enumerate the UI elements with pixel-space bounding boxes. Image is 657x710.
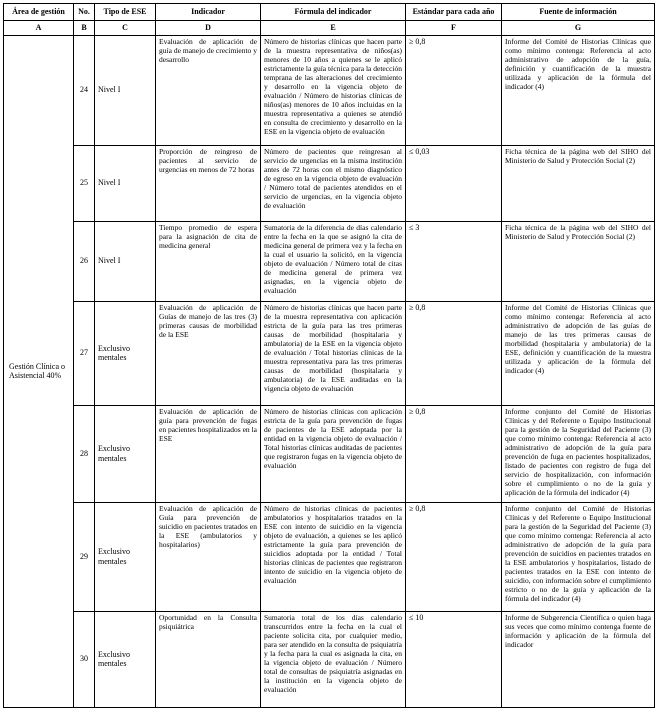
col-header-formula: Fórmula del indicador — [261, 4, 406, 21]
indicador-cell: Proporción de reingreso de pacientes al servicio de urgencias en menos de 72 horas — [156, 145, 261, 221]
estandar-cell: ≤ 0,03 — [406, 145, 502, 221]
col-header-area-de-gestion: Área de gestión — [4, 4, 74, 21]
table-row-28 — [4, 405, 655, 502]
header-row — [4, 4, 655, 21]
table-row-25 — [4, 145, 655, 221]
indicador-cell: Oportunidad en la Consulta psiquiátrica — [156, 611, 261, 707]
tipo-ese-cell: Nivel I — [95, 145, 156, 221]
col-header-fuente: Fuente de información — [502, 4, 655, 21]
estandar-cell: ≥ 0,8 — [406, 502, 502, 611]
formula-cell: Número de historias clínicas que hacen parte de la muestra representativa de niños(as) menores de 10 años a quienes se le aplicó estrictamente la guía técnica para la detección temprana de las alteraciones del crecimiento y desarrollo en la vigencia objeto de evaluación / Número de historias clínicas de niños(as) menores de 10 años incluidas en la muestra representativa a quienes se atendió en consulta de crecimiento y desarrollo en la ESE en la vigencia objeto de evaluación — [261, 35, 406, 145]
tipo-ese-cell: Nivel I — [95, 35, 156, 145]
fuente-cell: Ficha técnica de la página web del SIHO del Ministerio de Salud y Protección Social (2) — [502, 145, 655, 221]
estandar-cell: ≥ 0,8 — [406, 301, 502, 405]
row-number-cell: 25 — [74, 145, 95, 221]
col-header-indicador: Indicador — [156, 4, 261, 21]
row-number-cell: 27 — [74, 301, 95, 405]
indicador-cell: Evaluación de aplicación de Guías de manejo de las tres (3) primeras causas de morbilidad de la ESE — [156, 301, 261, 405]
tipo-ese-cell: Exclusivo mentales — [95, 502, 156, 611]
fuente-cell: Informe del Comité de Historias Clínicas que como mínimo contenga: Referencia al acto administrativo de adopción de las guías de manejo de las tres primeras causas de morbilidad (hospitalaria y ambulatoria) de la ESE, definición y cuantificación de la muestra utilizada y aplicación de la fórmula del indicador (4) — [502, 301, 655, 405]
formula-cell: Número de historias clínicas de pacientes ambulatorios y hospitalarios tratados en la ESE con intento de suicidio en la vigencia objeto de evaluación, a quienes se les aplicó estrictamente la guía para prevención de suicidios adoptada por la entidad / Total historias clínicas de pacientes que registraron intento de suicidio en la vigencia objeto de evaluación — [261, 502, 406, 611]
col-header-tipo-de-ese: Tipo de ESE — [95, 4, 156, 21]
row-number-cell: 26 — [74, 221, 95, 301]
indicador-cell: Evaluación de aplicación de guía de manejo de crecimiento y desarrollo — [156, 35, 261, 145]
formula-cell: Número de historias clínicas con aplicación estricta de la guía para prevención de fugas de pacientes de la ESE adoptada por la entidad en la vigencia objeto de evaluación / Total historias clínicas auditadas de pacientes que registraron fugas en la vigencia objeto de evaluación — [261, 405, 406, 502]
tipo-ese-cell: Exclusivo mentales — [95, 301, 156, 405]
table-row-27 — [4, 301, 655, 405]
table-row-24 — [4, 35, 655, 145]
tipo-ese-cell: Nivel I — [95, 221, 156, 301]
fuente-cell: Informe conjunto del Comité de Historias Clínicas y del Referente o Equipo Institucional para la gestión de la Seguridad del Paciente (3) que como mínimo contenga: Referencia al acto administrativo de adopción de la guía para prevención de fuga en pacientes hospitalizados, listado de pacientes con registro de fuga del servicio de hospitalización, con información sobre el cumplimiento o no de la guía y aplicación de la fórmula del indicador (4) — [502, 405, 655, 502]
fuente-cell: Informe del Comité de Historias Clínicas que como mínimo contenga: Referencia al acto administrativo de adopción de la guía, definición y cuantificación de la muestra utilizada y aplicación de la fórmula del indicador (4) — [502, 35, 655, 145]
column-letters-row — [4, 21, 655, 36]
indicators-table — [3, 3, 655, 708]
col-header-no: No. — [74, 4, 95, 21]
estandar-cell: ≤ 3 — [406, 221, 502, 301]
indicador-cell: Tiempo promedio de espera para la asignación de cita de medicina general — [156, 221, 261, 301]
col-letter-b: B — [74, 21, 95, 36]
estandar-cell: ≥ 0,8 — [406, 35, 502, 145]
estandar-cell: ≥ 0,8 — [406, 405, 502, 502]
row-number-cell: 29 — [74, 502, 95, 611]
formula-cell: Número de pacientes que reingresan al servicio de urgencias en la misma institución antes de 72 horas con el mismo diagnóstico de egreso en la vigencia objeto de evaluación / Número total de pacientes atendidos en el servicio de urgencias, en la vigencia objeto de evaluación — [261, 145, 406, 221]
col-letter-g: G — [502, 21, 655, 36]
col-letter-c: C — [95, 21, 156, 36]
table-row-30 — [4, 611, 655, 707]
formula-cell: Sumatoria total de los días calendario transcurridos entre la fecha en la cual el paciente solicita cita, por cualquier medio, para ser atendido en la consulta de psiquiatría y la fecha para la cual es asignada la cita, en la vigencia objeto de evaluación / Número total de consultas de psiquiatría asignadas en la institución en la vigencia objeto de evaluación — [261, 611, 406, 707]
estandar-cell: ≤ 10 — [406, 611, 502, 707]
table-row-26 — [4, 221, 655, 301]
col-letter-a: A — [4, 21, 74, 36]
col-letter-e: E — [261, 21, 406, 36]
indicador-cell: Evaluación de aplicación de Guía para prevención de suicidio en pacientes tratados en la ESE (ambulatorios y hospitalarios) — [156, 502, 261, 611]
fuente-cell: Informe de Subgerencia Científica o quien haga sus veces que como mínimo contenga fuente de información y aplicación de la fórmula del indicador — [502, 611, 655, 707]
fuente-cell: Informe conjunto del Comité de Historias Clínicas y del Referente o Equipo Institucional para la gestión de la Seguridad del Paciente (3) que como mínimo contenga: Referencia al acto administrativo de adopción de la guía para prevención de suicidios en pacientes tratados en la ESE ambulatorios y hospitalarios, listado de pacientes tratados en la ESE con intento de suicidio, con información sobre el cumplimiento estricto o no de la guía y aplicación de la fórmula del indicador (4) — [502, 502, 655, 611]
fuente-cell: Ficha técnica de la página web del SIHO del Ministerio de Salud y Protección Social (2) — [502, 221, 655, 301]
formula-cell: Número de historias clínicas que hacen parte de la muestra representativa con aplicación estricta de la guía para las tres primeras causas de morbilidad (hospitalaria y ambulatoria) de la ESE en la vigencia objeto de evaluación / Total historias clínicas de la muestra representativa para las tres primeras causas de morbilidad (hospitalaria y ambulatoria) de la ESE auditadas en la vigencia objeto de evaluación — [261, 301, 406, 405]
col-header-estandar: Estándar para cada año — [406, 4, 502, 21]
col-letter-f: F — [406, 21, 502, 36]
area-de-gestion-cell: Gestión Clínica o Asistencial 40% — [4, 35, 74, 707]
row-number-cell: 24 — [74, 35, 95, 145]
tipo-ese-cell: Exclusivo mentales — [95, 611, 156, 707]
tipo-ese-cell: Exclusivo mentales — [95, 405, 156, 502]
formula-cell: Sumatoria de la diferencia de días calendario entre la fecha en la que se asignó la cita de medicina general de primera vez y la fecha en la cual el usuario la solicitó, en la vigencia objeto de evaluación / Número total de citas de medicina general de primera vez asignadas, en la vigencia objeto de evaluación — [261, 221, 406, 301]
col-letter-d: D — [156, 21, 261, 36]
table-row-29 — [4, 502, 655, 611]
row-number-cell: 28 — [74, 405, 95, 502]
row-number-cell: 30 — [74, 611, 95, 707]
indicador-cell: Evaluación de aplicación de guía para prevención de fugas en pacientes hospitalizados en la ESE — [156, 405, 261, 502]
